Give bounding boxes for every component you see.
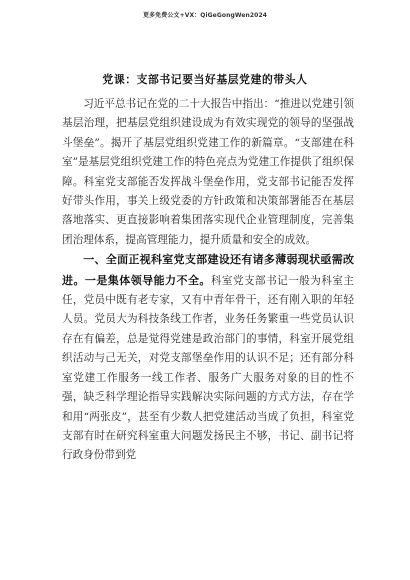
section-one-paragraph xyxy=(62,250,354,465)
section-one-heading: 一、全面正视科室党支部建设还有诸多薄弱现状亟需改进。一是集体领导能力不全。 xyxy=(62,253,354,287)
document-body xyxy=(62,95,354,466)
document-title: 党课：支部书记要当好基层党建的带头人 xyxy=(102,73,308,86)
header-note: 更多免费公文+VX：QiGeGongWen2024 xyxy=(142,12,267,19)
intro-paragraph: 习近平总书记在党的二十大报告中指出：“推进以党建引领基层治理，把基层党组织建设成为有效实现党的领导的坚强战斗堡垒”。揭开了基层党组织党建工作的新篇章。“支部建在科室”是基层党组织党建工作的特色亮点为党建工作提供了组织保障。科室党支部能否发挥战斗堡垒作用，党支部书记能否发挥好带头作用，事关上级党委的方针政策和决策部署能否在基层落地落实、更直接影响着集团落实现代企业管理制度，完善集团治理体系，提高管理能力，提升质量和安全的成效。 xyxy=(62,98,354,246)
section-one-text: 科室党支部书记一般为科室主任，党员中既有老专家，又有中青年骨干，还有刚入职的年轻人员。党员大为科技条线工作者，业务任务繁重一些党员认识存在有偏差，总是觉得党建是政治部门的事情，科室开展党组织活动与己无关，对党支部堡垒作用的认识不足；还有部分科室党建工作服务一线工作者、服务广大服务对象的目的性不强，缺乏科学理论指导实践解决实际问题的方式方法，存在学和用“两张皮”，甚至有少数人把党建活动当成了负担，科室党支部有时在研究科室重大问题发扬民主不够，书记、副书记将行政身份带到党 xyxy=(62,274,355,462)
